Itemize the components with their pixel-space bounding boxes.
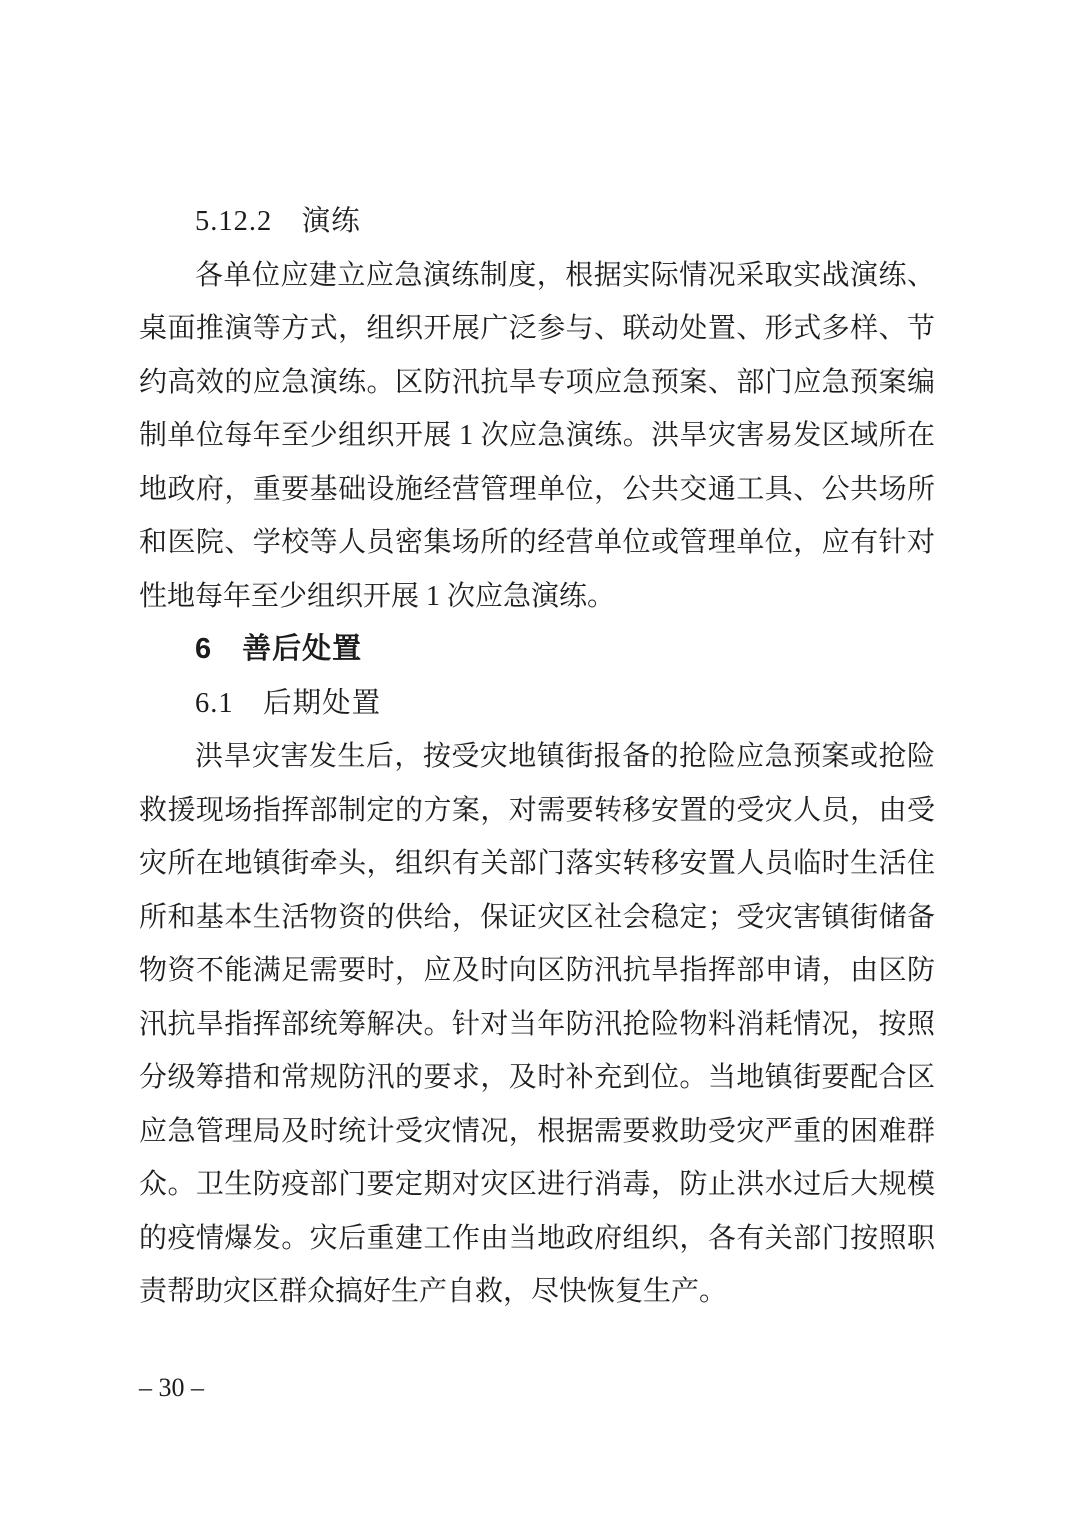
paragraph-drill-line: 地政府，重要基础设施经营管理单位，公共交通工具、公共场所	[139, 473, 935, 505]
paragraph-drill-line: 性地每年至少组织开展 1 次应急演练。	[139, 580, 616, 612]
page-footer	[139, 1372, 204, 1404]
paragraph-post-disposal-line: 应急管理局及时统计受灾情况，根据需要救助受灾严重的困难群	[139, 1115, 935, 1147]
paragraph-drill-line: 桌面推演等方式，组织开展广泛参与、联动处置、形式多样、节	[139, 313, 935, 344]
paragraph-post-disposal-line: 众。卫生防疫部门要定期对灾区进行消毒，防止洪水过后大规模	[139, 1169, 935, 1200]
heading-5-12-2: 5.12.2 演练	[195, 206, 361, 237]
paragraph-post-disposal-line: 责帮助灾区群众搞好生产自救，尽快恢复生产。	[139, 1276, 728, 1307]
paragraph-post-disposal-line: 灾所在地镇街牵头，组织有关部门落实转移安置人员临时生活住	[139, 848, 935, 879]
paragraph-post-disposal-line: 分级筹措和常规防汛的要求，及时补充到位。当地镇街要配合区	[139, 1062, 935, 1093]
page-number: – 30 –	[139, 1373, 204, 1402]
heading-6-1: 6.1 后期处置	[195, 687, 382, 719]
paragraph-post-disposal-line: 的疫情爆发。灾后重建工作由当地政府组织，各有关部门按照职	[139, 1222, 935, 1254]
paragraph-post-disposal-line: 洪旱灾害发生后，按受灾地镇街报备的抢险应急预案或抢险	[195, 741, 935, 772]
paragraph-drill-line: 和医院、学校等人员密集场所的经营单位或管理单位，应有针对	[139, 527, 935, 558]
paragraph-drill-line: 各单位应建立应急演练制度，根据实际情况采取实战演练、	[195, 259, 935, 291]
document-content	[139, 195, 935, 1319]
heading-6: 6 善后处置	[195, 633, 363, 665]
paragraph-drill-line: 约高效的应急演练。区防汛抗旱专项应急预案、部门应急预案编	[139, 366, 935, 398]
paragraph-drill-line: 制单位每年至少组织开展 1 次应急演练。洪旱灾害易发区域所在	[139, 420, 935, 451]
paragraph-post-disposal-line: 救援现场指挥部制定的方案，对需要转移安置的受灾人员，由受	[139, 794, 935, 826]
paragraph-post-disposal-line: 所和基本生活物资的供给，保证灾区社会稳定；受灾害镇街储备	[139, 901, 935, 933]
paragraph-post-disposal-line: 物资不能满足需要时，应及时向区防汛抗旱指挥部申请，由区防	[139, 955, 935, 986]
paragraph-post-disposal-line: 汛抗旱指挥部统筹解决。针对当年防汛抢险物料消耗情况，按照	[139, 1008, 935, 1040]
